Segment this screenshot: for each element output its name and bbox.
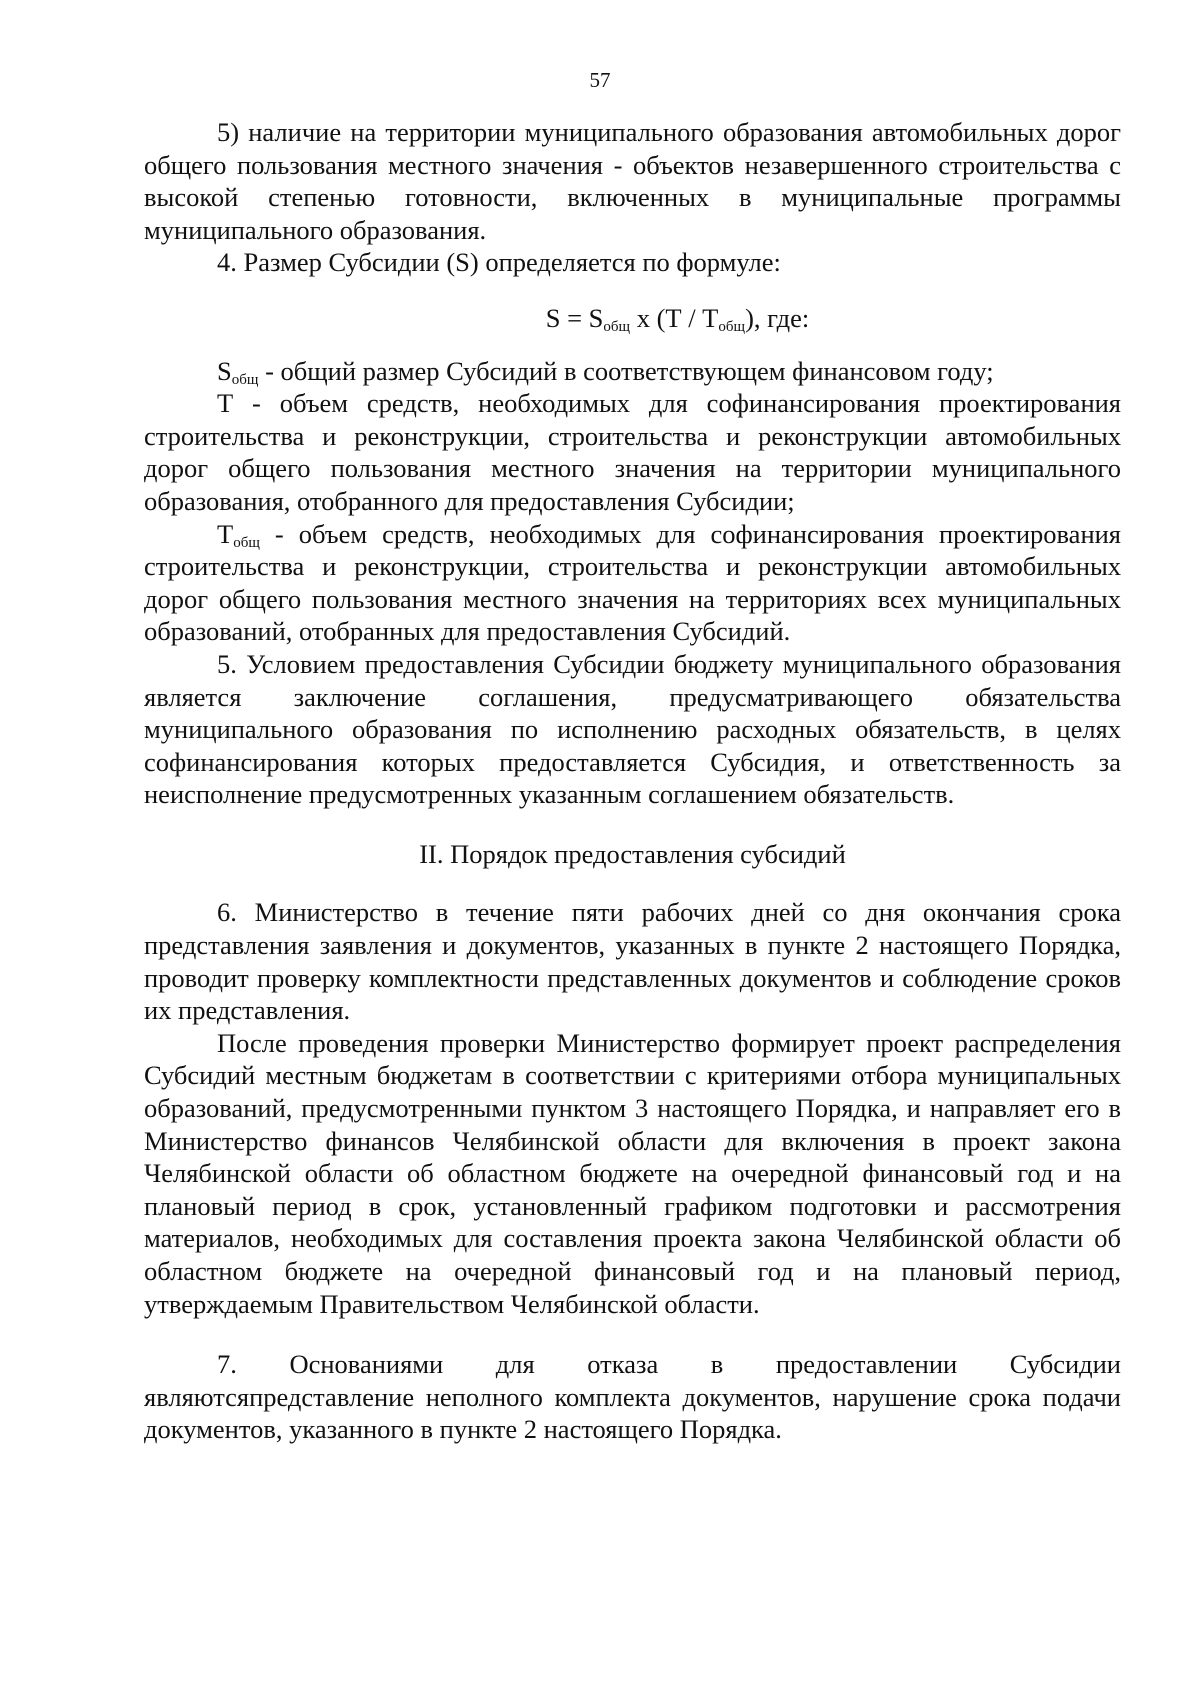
paragraph-item-5: 5) наличие на территории муниципального образования автомобильных дорог общего пользования местного значения - объектов незавершенного строительства с высокой степенью готовности, включенных в муниципальные программы муниципального образования. xyxy=(144,117,1121,245)
formula-part: х (Т / Т xyxy=(630,302,719,333)
section-heading: II. Порядок предоставления субсидий xyxy=(419,838,846,869)
paragraph-6-distribution: После проведения проверки Министерство формирует проект распределения Субсидий местным бюджетам в соответствии с критериями отбора муниципальных образований, предусмотренными пунктом 3 настоящего Порядка, и направляет его в Министерство финансов Челябинской области для включения в проект закона Челябинской области об областном бюджете на очередной финансовый год и на плановый период в срок, установленный графиком подготовки и рассмотрения материалов, необходимых для составления проекта закона Челябинской области об областном бюджете на очередной финансовый год и на плановый период, утверждаемым Правительством Челябинской области. xyxy=(144,1027,1121,1319)
formula-part: ), где: xyxy=(745,302,810,333)
subsidy-formula xyxy=(144,302,1121,335)
formula-subscript: общ xyxy=(603,318,631,335)
formula-part: S = S xyxy=(545,302,604,333)
definition-t-total xyxy=(144,518,1121,648)
document-body xyxy=(144,116,1121,1446)
paragraph-7-refusal: 7. Основаниями для отказа в предоставлении Субсидии являютсяпредставление неполного комплекта документов, нарушение срока подачи документов, указанного в пункте 2 настоящего Порядка. xyxy=(144,1349,1121,1445)
spacer xyxy=(144,1320,1121,1348)
definition-symbol: S xyxy=(217,355,232,386)
definition-s-total xyxy=(144,355,1121,388)
page-number: 57 xyxy=(589,68,611,92)
paragraph-5-condition: 5. Условием предоставления Субсидии бюджету муниципального образования является заключение соглашения, предусматривающего обязательства муниципального образования по исполнению расходных обязательств, в целях софинансирования которых предоставляется Субсидия, и ответственность за неисполнение предусмотренных указанным соглашением обязательств. xyxy=(144,648,1121,810)
definition-subscript: общ xyxy=(233,534,260,551)
definition-symbol: Т xyxy=(217,518,234,549)
paragraph-6-check: 6. Министерство в течение пяти рабочих дней со дня окончания срока представления заявления и документов, указанных в пункте 2 настоящего Порядка, проводит проверку комплектности представленных документов и соблюдение сроков их представления. xyxy=(144,897,1121,1026)
definition-subscript: общ xyxy=(231,371,259,388)
paragraph-4-subsidy-size: 4. Размер Субсидии (S) определяется по формуле: xyxy=(217,247,781,278)
formula-subscript: общ xyxy=(718,318,746,335)
definition-t: Т - объем средств, необходимых для софинансирования проектирования строительства и реконструкции, строительства и реконструкции автомобильных дорог общего пользования местного значения на территории муниципального образования, отобранного для предоставления Субсидии; xyxy=(144,388,1121,516)
definition-text: - общий размер Субсидий в соответствующем финансовом году; xyxy=(258,355,994,386)
definition-text: - объем средств, необходимых для софинансирования проектирования строительства и реконструкции, строительства и реконструкции автомобильных дорог общего пользования местного значения на территориях всех муниципальных образований, отобранных для предоставления Субсидий. xyxy=(144,518,1121,647)
